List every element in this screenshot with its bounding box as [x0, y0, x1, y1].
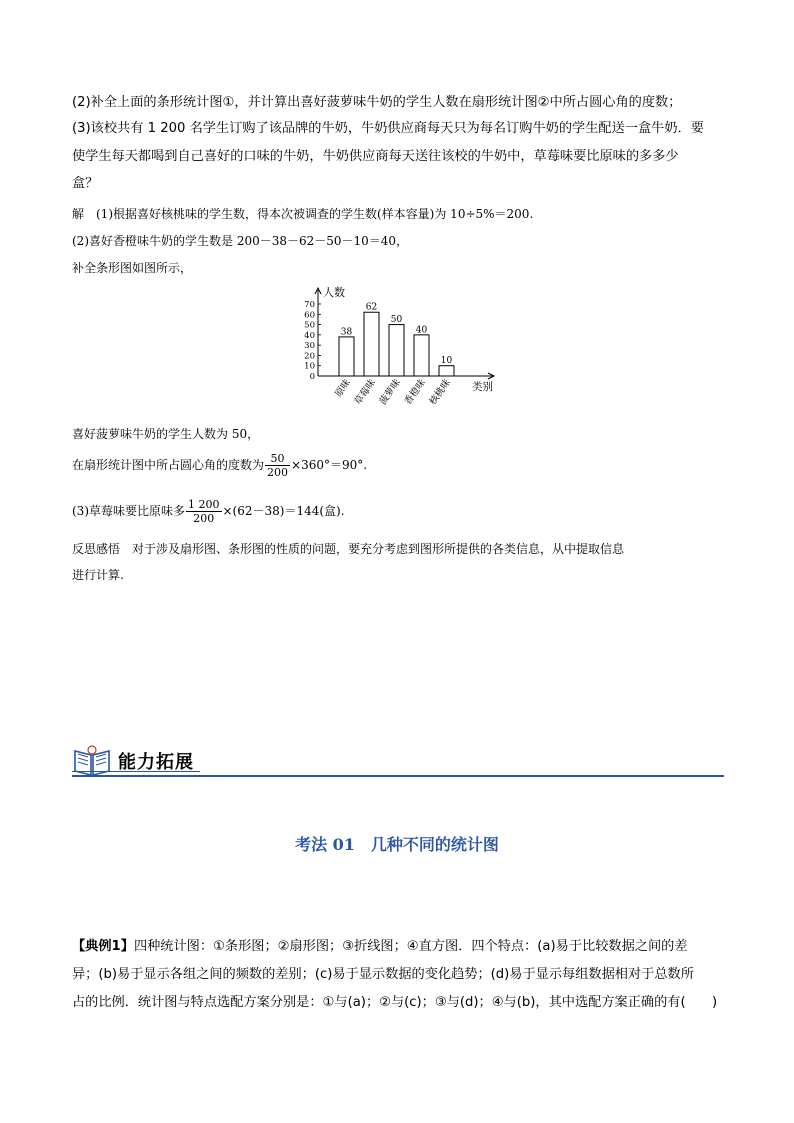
y-tick-label: 20	[304, 351, 315, 362]
bar-value-label: 62	[365, 302, 378, 313]
bar	[364, 312, 379, 376]
method-title: 考法 01 几种不同的统计图	[295, 835, 499, 854]
solution-pineapple-count: 喜好菠萝味牛奶的学生人数为 50，	[72, 427, 260, 441]
y-tick-label: 60	[304, 310, 315, 321]
bar	[389, 325, 404, 376]
category-label: 原味	[333, 377, 353, 400]
question-line-3: 使学生每天都喝到自己喜好的口味的牛奶，牛奶供应商每天送往该校的牛奶中，草莓味要比原味的多多少	[72, 149, 679, 164]
example-text-1: 四种统计图：①条形图；②扇形图；③折线图；④直方图．四个特点：(a)易于比较数据之间的差	[133, 939, 688, 954]
bar-chart	[296, 280, 516, 410]
y-tick-label: 50	[304, 320, 315, 331]
bar-value-label: 50	[390, 315, 403, 326]
solution-chart-intro: 补全条形图如图所示，	[72, 261, 193, 275]
solution-part-1: 解 (1)根据喜好核桃味的学生数，得本次被调查的学生数(样本容量)为 10÷5%＝200.	[72, 207, 534, 221]
fraction	[265, 452, 290, 479]
example-line-3: 占的比例．统计图与特点选配方案分别是：①与(a)；②与(c)；③与(d)；④与(b)，其中选配方案正确的有( )	[72, 995, 718, 1010]
reflection-line-2: 进行计算.	[72, 568, 124, 582]
example-line-1	[72, 938, 688, 956]
fraction	[186, 498, 222, 525]
section-header	[72, 740, 724, 780]
open-book-icon	[72, 744, 112, 778]
bar	[414, 335, 429, 376]
question-line-2: (3)该校共有 1 200 名学生订购了该品牌的牛奶，牛奶供应商每天只为每名订购牛奶的学生配送一盒牛奶．要	[72, 121, 704, 136]
fraction-denominator: 200	[193, 512, 215, 525]
question-line-1: (2)补全上面的条形统计图①，并计算出喜好菠萝味牛奶的学生人数在扇形统计图②中所占圆心角的度数；	[72, 95, 682, 110]
category-label: 菠萝味	[377, 377, 403, 408]
solution-angle-result: ×360°＝90°.	[291, 458, 368, 472]
x-axis-label: 类别	[472, 381, 493, 393]
section-rule	[72, 775, 724, 777]
solution-angle	[72, 450, 367, 480]
bar	[339, 337, 354, 376]
category-label: 香橙味	[402, 377, 428, 408]
solution-angle-text: 在扇形统计图中所占圆心角的度数为	[72, 458, 265, 472]
bar-value-label: 10	[440, 356, 453, 367]
section-rule-short	[72, 771, 200, 772]
category-label: 核桃味	[427, 377, 453, 408]
solution-part-3-result: ×(62－38)＝144(盒).	[222, 504, 345, 518]
bar-value-label: 38	[340, 327, 353, 338]
y-tick-label: 40	[304, 330, 315, 341]
example-label: 【典例1】	[72, 939, 134, 954]
fraction-numerator: 50	[265, 452, 290, 466]
y-tick-label: 30	[304, 341, 315, 352]
y-tick-label: 70	[304, 300, 315, 310]
example-line-2: 异；(b)易于显示各组之间的频数的差别；(c)易于显示数据的变化趋势；(d)易于显示每组数据相对于总数所	[72, 967, 694, 982]
y-axis-label: 人数	[323, 286, 345, 299]
fraction-denominator: 200	[267, 466, 289, 479]
question-line-4: 盒？	[72, 176, 99, 191]
y-tick-label: 0	[309, 372, 315, 382]
solution-part-2: (2)喜好香橙味牛奶的学生数是 200－38－62－50－10＝40，	[72, 234, 409, 248]
solution-part-3	[72, 496, 345, 526]
section-title: 能力拓展	[118, 752, 194, 773]
bar-value-label: 40	[415, 325, 428, 336]
category-label: 草莓味	[352, 377, 378, 408]
solution-part-3-text: (3)草莓味要比原味多	[72, 504, 185, 518]
fraction-numerator: 1 200	[188, 498, 220, 511]
bar	[439, 366, 454, 376]
reflection-line-1: 反思感悟 对于涉及扇形图、条形图的性质的问题，要充分考虑到图形所提供的各类信息，从中提取信息	[72, 542, 625, 556]
y-tick-label: 10	[304, 361, 315, 372]
